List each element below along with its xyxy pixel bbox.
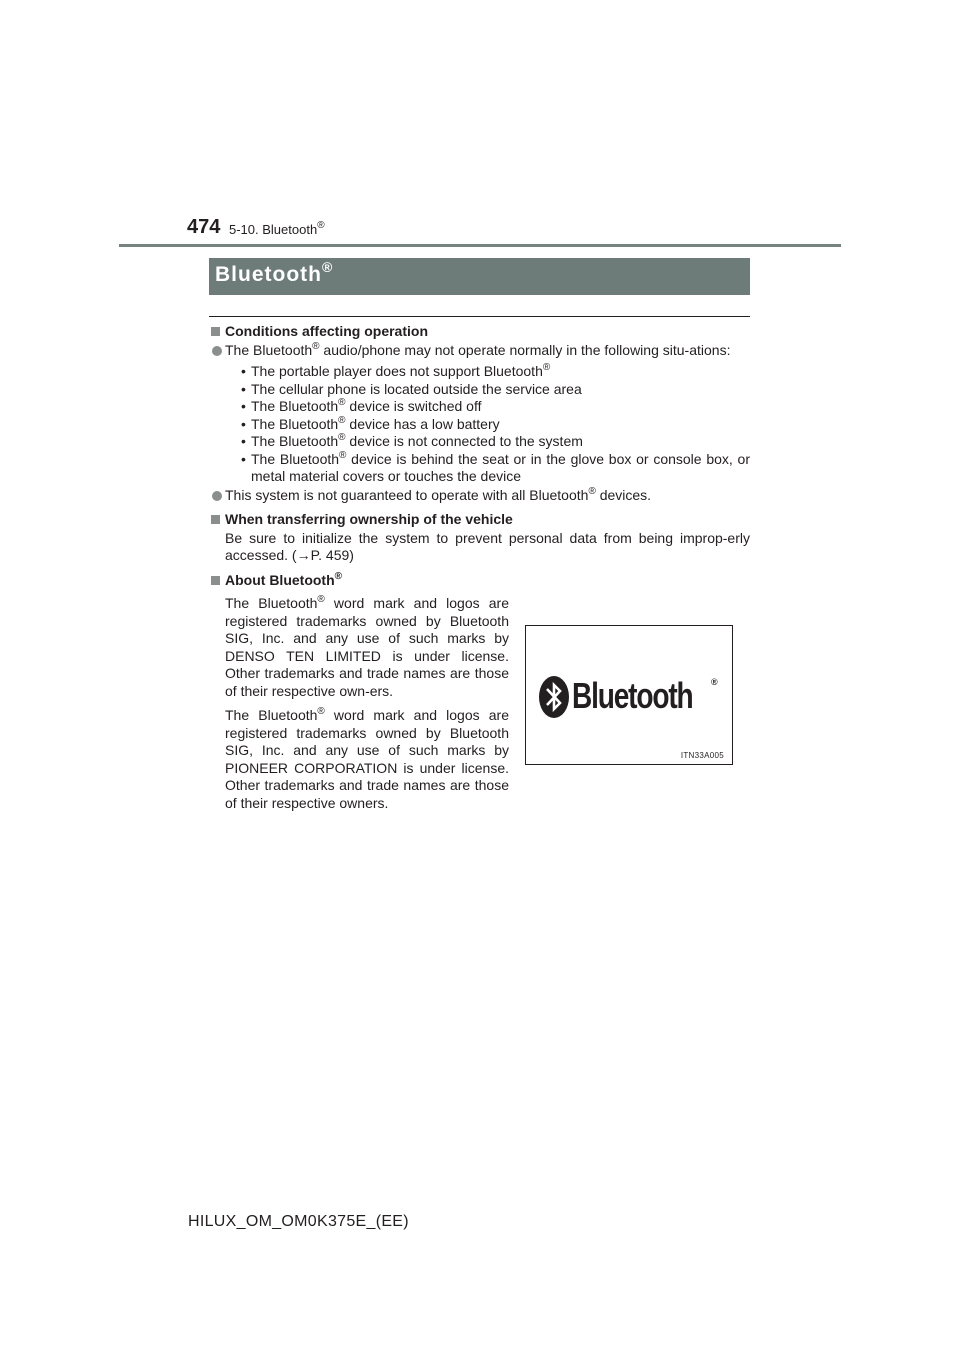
figure-code: ITN33A005 xyxy=(680,751,724,760)
trademark-paragraph-pioneer: The Bluetooth® word mark and logos are registered trademarks owned by Bluetooth SIG, Inc. and any use of such marks by PIONEER CORPORATION is under license. Other trademarks and trade names are those of their respective owners. xyxy=(225,706,509,811)
logo-registered-mark: ® xyxy=(711,677,718,687)
subheading-conditions: Conditions affecting operation xyxy=(209,323,750,341)
transfer-paragraph: Be sure to initialize the system to prevent personal data from being improp-erly accessed. (→P. 459) xyxy=(225,529,750,563)
list-item: • The Bluetooth® device is behind the seat or in the glove box or console box, or metal material covers or touches the device xyxy=(241,451,750,486)
header-rule xyxy=(119,244,841,247)
trademark-paragraph-denso: The Bluetooth® word mark and logos are registered trademarks owned by Bluetooth SIG, Inc. and any use of such marks by DENSO TEN LIMITED is under license. Other trademarks and trade names are those of their respective own-ers. xyxy=(225,594,509,699)
circle-bullet-icon xyxy=(212,491,222,501)
bluetooth-logo-word: Bluetooth xyxy=(572,675,693,716)
arrow-icon: → xyxy=(296,547,311,563)
list-item: • The cellular phone is located outside the service area xyxy=(241,381,750,399)
document-id: HILUX_OM_OM0K375E_(EE) xyxy=(188,1213,409,1230)
circle-bullet-icon xyxy=(212,346,222,356)
about-text xyxy=(209,595,509,812)
list-item: • The Bluetooth® device is not connected to the system xyxy=(241,433,750,451)
bluetooth-rune-icon xyxy=(538,675,570,719)
bluetooth-logo xyxy=(538,673,720,721)
square-bullet-icon xyxy=(211,576,220,585)
subheading-transfer: When transferring ownership of the vehicle xyxy=(209,511,750,529)
page-title: Bluetooth® xyxy=(215,259,334,286)
page-number: 474 xyxy=(187,216,221,238)
bullet-item: This system is not guaranteed to operate with all Bluetooth® devices. xyxy=(209,487,750,505)
section-reference: 5-10. Bluetooth® xyxy=(229,220,325,237)
list-item: • The Bluetooth® device has a low battery xyxy=(241,416,750,434)
subheading-about: About Bluetooth® xyxy=(209,572,750,590)
square-bullet-icon xyxy=(211,327,220,336)
square-bullet-icon xyxy=(211,515,220,524)
bluetooth-logo-figure xyxy=(525,625,733,765)
list-item: • The portable player does not support Bluetooth® xyxy=(241,363,750,381)
title-band xyxy=(209,258,750,295)
content-rule xyxy=(209,316,750,317)
list-item: • The Bluetooth® device is switched off xyxy=(241,398,750,416)
situation-list xyxy=(209,363,750,486)
bullet-item: The Bluetooth® audio/phone may not operate normally in the following situ-ations: xyxy=(209,342,750,360)
